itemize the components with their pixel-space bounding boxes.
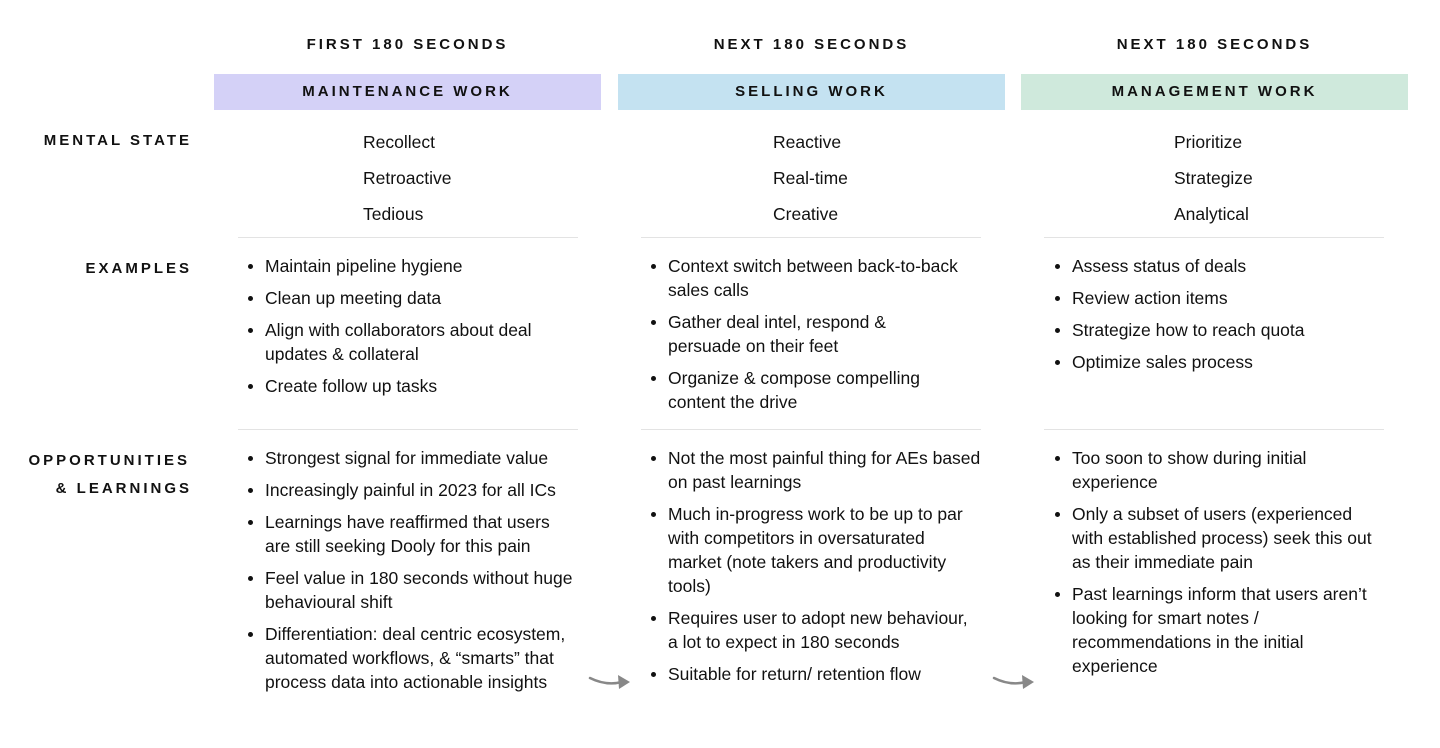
list-item: Context switch between back-to-back sales calls [641, 254, 961, 302]
list-item: Gather deal intel, respond & persuade on their feet [641, 310, 961, 358]
mental-state-item: Creative [773, 204, 839, 224]
row-label-examples: EXAMPLES [85, 260, 192, 277]
examples-list-maintenance [238, 254, 558, 406]
list-item: Suitable for return/ retention flow [641, 662, 981, 686]
list-item: Not the most painful thing for AEs based on past learnings [641, 446, 981, 494]
mental-state-list-selling [773, 124, 848, 232]
divider [641, 429, 981, 430]
divider [1044, 429, 1384, 430]
list-item: Differentiation: deal centric ecosystem, automated workflows, & “smarts” that process data into actionable insights [238, 622, 578, 694]
list-item: Organize & compose compelling content the drive [641, 366, 961, 414]
list-item: Past learnings inform that users aren’t looking for smart notes / recommendations in the initial experience [1045, 582, 1375, 678]
list-item: Align with collaborators about deal updates & collateral [238, 318, 558, 366]
mental-state-item: Recollect [363, 132, 435, 152]
divider [641, 237, 981, 238]
list-item: Create follow up tasks [238, 374, 558, 398]
mental-state-list-management [1174, 124, 1253, 232]
list-item: Strongest signal for immediate value [238, 446, 578, 470]
list-item: Assess status of deals [1045, 254, 1365, 278]
column-header-selling: SELLING WORK [618, 74, 1005, 110]
mental-state-item: Reactive [773, 132, 842, 152]
row-label-learnings: & LEARNINGS [55, 480, 192, 497]
divider [238, 237, 578, 238]
row-label-opportunities: OPPORTUNITIES [28, 452, 190, 469]
mental-state-list-maintenance [363, 124, 452, 232]
phase-header-1: FIRST 180 SECONDS [306, 36, 509, 53]
list-item: Clean up meeting data [238, 286, 558, 310]
examples-list-management [1045, 254, 1365, 382]
phase-header-2: NEXT 180 SECONDS [713, 36, 910, 53]
divider [1044, 237, 1384, 238]
list-item: Requires user to adopt new behaviour, a lot to expect in 180 seconds [641, 606, 981, 654]
mental-state-item: Real-time [773, 168, 848, 188]
list-item: Review action items [1045, 286, 1365, 310]
opportunities-list-maintenance [238, 446, 578, 702]
divider [238, 429, 578, 430]
mental-state-item: Strategize [1174, 168, 1253, 188]
row-label-mental-state: MENTAL STATE [43, 132, 192, 149]
list-item: Too soon to show during initial experience [1045, 446, 1375, 494]
mental-state-item: Prioritize [1174, 132, 1243, 152]
column-header-maintenance: MAINTENANCE WORK [214, 74, 601, 110]
mental-state-item: Retroactive [363, 168, 452, 188]
mental-state-item: Tedious [363, 204, 424, 224]
list-item: Maintain pipeline hygiene [238, 254, 558, 278]
column-header-management: MANAGEMENT WORK [1021, 74, 1408, 110]
list-item: Increasingly painful in 2023 for all ICs [238, 478, 578, 502]
opportunities-list-management [1045, 446, 1375, 686]
list-item: Strategize how to reach quota [1045, 318, 1365, 342]
examples-list-selling [641, 254, 961, 422]
list-item: Learnings have reaffirmed that users are still seeking Dooly for this pain [238, 510, 578, 558]
list-item: Only a subset of users (experienced with established process) seek this out as their immediate pain [1045, 502, 1375, 574]
opportunities-list-selling [641, 446, 981, 694]
mental-state-item: Analytical [1174, 204, 1249, 224]
list-item: Optimize sales process [1045, 350, 1365, 374]
phase-header-3: NEXT 180 SECONDS [1116, 36, 1313, 53]
list-item: Much in-progress work to be up to par with competitors in oversaturated market (note takers and productivity tools) [641, 502, 981, 598]
curved-right-arrow-icon [992, 672, 1036, 692]
list-item: Feel value in 180 seconds without huge behavioural shift [238, 566, 578, 614]
curved-right-arrow-icon [588, 672, 632, 692]
